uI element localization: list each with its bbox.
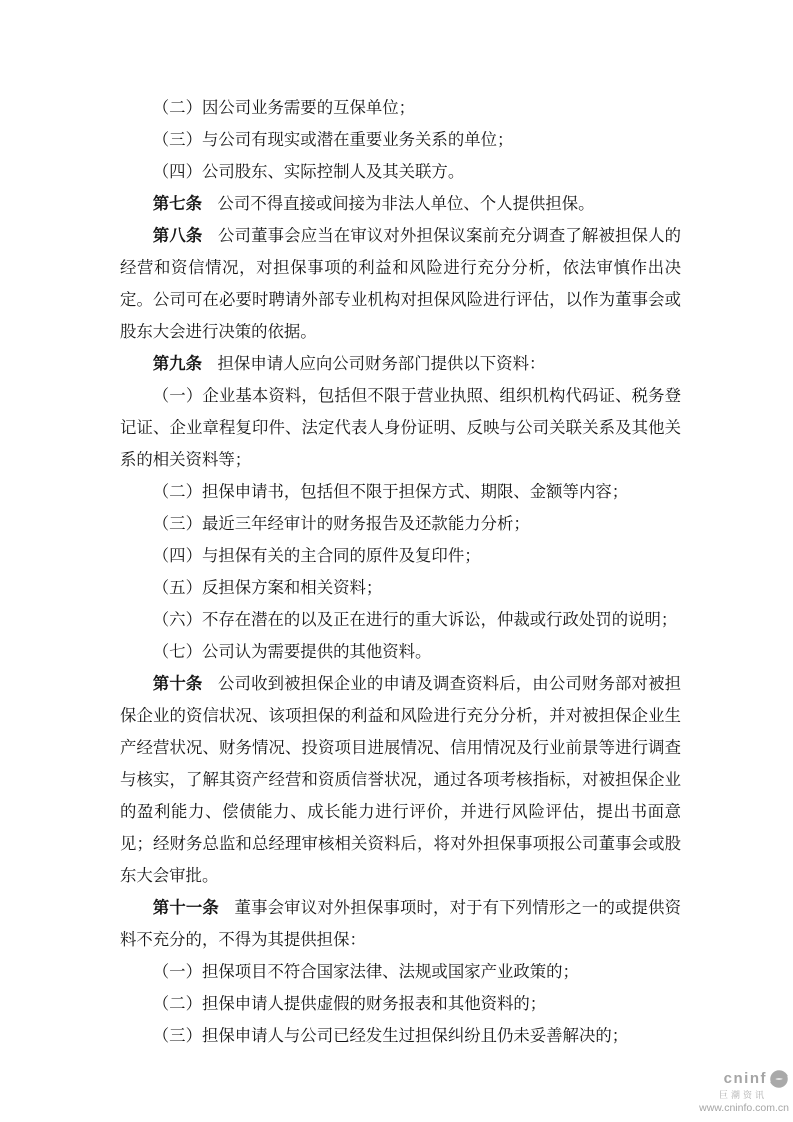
article-text: 公司收到被担保企业的申请及调查资料后，由公司财务部对被担保企业的资信状况、该项担保的利益和风险进行充分分析，并对被担保企业生产经营状况、财务情况、投资项目进展情况、信用情况及行业前景等进行调查与核实，了解其资产经营和资质信誉状况，通过各项考核指标，对被担保企业的盈利能力、偿债能力、成长能力进行评价，并进行风险评估，提出书面意见；经财务总监和总经理审核相关资料后，将对外担保事项报公司董事会或股东大会审批。 <box>120 674 681 885</box>
article-number: 第十条 <box>152 674 203 693</box>
list-item-paragraph <box>120 124 681 156</box>
article-number: 第八条 <box>152 226 203 245</box>
article-number: 第十一条 <box>152 898 219 917</box>
list-item-paragraph <box>120 92 681 124</box>
list-item-text: （一）担保项目不符合国家法律、法规或国家产业政策的； <box>152 962 579 981</box>
article-number: 第七条 <box>152 194 202 213</box>
list-item-text: （七）公司认为需要提供的其他资料。 <box>152 642 432 661</box>
list-item-text: （二）担保申请书，包括但不限于担保方式、期限、金额等内容； <box>152 482 629 501</box>
list-item-paragraph <box>120 1020 681 1052</box>
list-item-text: （三）担保申请人与公司已经发生过担保纠纷且仍未妥善解决的； <box>152 1026 629 1045</box>
list-item-paragraph <box>120 636 681 668</box>
cninfo-url: www.cninfo.com.cn <box>699 1101 789 1114</box>
cninfo-swirl-icon <box>769 1069 789 1089</box>
article-text: 担保申请人应向公司财务部门提供以下资料： <box>217 354 546 373</box>
article-paragraph <box>120 348 681 380</box>
list-item-paragraph <box>120 508 681 540</box>
list-item-paragraph <box>120 604 681 636</box>
list-item-paragraph <box>120 540 681 572</box>
list-item-text: （四）公司股东、实际控制人及其关联方。 <box>152 162 465 181</box>
article-text: 公司不得直接或间接为非法人单位、个人提供担保。 <box>217 194 595 213</box>
list-item-paragraph <box>120 156 681 188</box>
list-item-text: （二）因公司业务需要的互保单位； <box>152 98 416 117</box>
article-text: 公司董事会应当在审议对外担保议案前充分调查了解被担保人的经营和资信情况，对担保事项的利益和风险进行充分分析，依法审慎作出决定。公司可在必要时聘请外部专业机构对担保风险进行评估，以作为董事会或股东大会进行决策的依据。 <box>120 226 681 341</box>
cninfo-brand-chinese: 巨潮资讯 <box>718 1089 767 1100</box>
list-item-text: （四）与担保有关的主合同的原件及复印件； <box>152 546 481 565</box>
article-paragraph <box>120 892 681 956</box>
cninfo-watermark <box>699 1069 789 1114</box>
list-item-paragraph <box>120 988 681 1020</box>
list-item-paragraph <box>120 380 681 476</box>
list-item-paragraph <box>120 956 681 988</box>
cninfo-brand-row <box>699 1069 789 1089</box>
article-paragraph <box>120 188 681 220</box>
article-paragraph <box>120 220 681 348</box>
cninfo-brand-text: cninf <box>723 1069 767 1087</box>
list-item-paragraph <box>120 476 681 508</box>
list-item-text: （三）与公司有现实或潜在重要业务关系的单位； <box>152 130 514 149</box>
list-item-text: （五）反担保方案和相关资料； <box>152 578 383 597</box>
list-item-paragraph <box>120 572 681 604</box>
list-item-text: （一）企业基本资料，包括但不限于营业执照、组织机构代码证、税务登记证、企业章程复印件、法定代表人身份证明、反映与公司关联关系及其他关系的相关资料等； <box>120 386 681 469</box>
list-item-text: （三）最近三年经审计的财务报告及还款能力分析； <box>152 514 530 533</box>
document-body <box>120 92 681 1052</box>
article-text: 董事会审议对外担保事项时，对于有下列情形之一的或提供资料不充分的，不得为其提供担保： <box>120 898 682 949</box>
list-item-text: （六）不存在潜在的以及正在进行的重大诉讼，仲裁或行政处罚的说明； <box>152 610 678 629</box>
list-item-text: （二）担保申请人提供虚假的财务报表和其他资料的； <box>152 994 547 1013</box>
article-number: 第九条 <box>152 354 202 373</box>
article-paragraph <box>120 668 681 892</box>
